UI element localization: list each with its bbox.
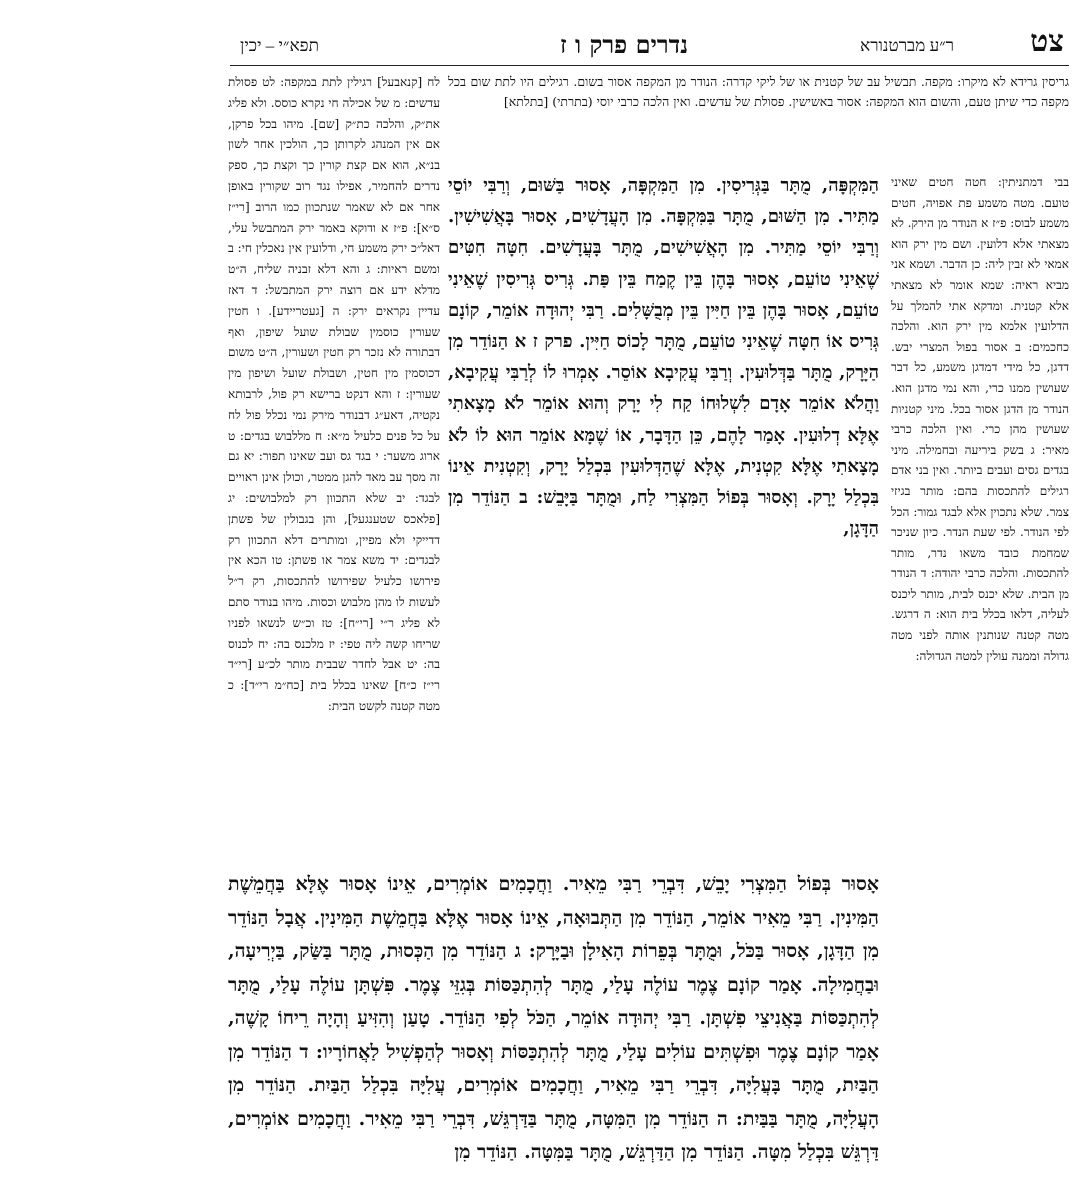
bartenura-top-text: גריסין גרידא לא מיקרו: מקפה. תבשיל עב של קטנית או של ליקי קדרה: הנודר מן המקפה אסור בשום. רגילים היו לתת שום בכל מקפה כדי שיתן טעם, והשום הוא המקפה: אסור באשישין. פסולת של עדשים. ואין הלכה כרבי יוסי (בתרתי) [בתלתא]: [448, 74, 1069, 109]
mishnah-text-bottom: אָסוּר בְּפוֹל הַמִּצְרִי יָבֵשׁ, דִּבְרֵי רַבִּי מֵאִיר. וַחֲכָמִים אוֹמְרִים, אֵינוֹ אָסוּר אֶלָּא בַּחֲמֵשֶׁת הַמִּינִין. רַבִּי מֵאִיר אוֹמֵר, הַנּוֹדֵר מִן הַתְּבוּאָה, אֵינוֹ אָסוּר אֶלָּא בַּחֲמֵשֶׁת הַמִּינִין. אֲבָל הַנּוֹדֵר מִן הַדָּגָן, אָסוּר בַּכֹּל, וּמֻתָּר בְּפֵרוֹת הָאִילָן וּבַיָּרָק: ג הַנּוֹדֵר מִן הַכְּסוּת, מֻתָּר בַּשַּׂק, בַּיְרִיעָה, וּבַחֲמִילָה. אָמַר קוֹנָם צֶמֶר עוֹלֶה עָלַי, מֻתָּר לְהִתְכַּסּוֹת בְּגִזֵּי צֶמֶר. פִּשְׁתָּן עוֹלֶה עָלַי, מֻתָּר לְהִתְכַּסּוֹת בַּאֲנִיצֵי פִשְׁתָּן. רַבִּי יְהוּדָה אוֹמֵר, הַכֹּל לְפִי הַנּוֹדֵר. טָעַן וְהִזִּיעַ וְהָיָה רֵיחוֹ קָשֶׁה, אָמַר קוֹנָם צֶמֶר וּפִשְׁתִּים עוֹלִים עָלַי, מֻתָּר לְהִתְכַּסּוֹת וְאָסוּר לְהַפְשִׁיל לַאֲחוֹרָיו: ד הַנּוֹדֵר מִן הַבַּיִת, מֻתָּר בָּעֲלִיָּה, דִּבְרֵי רַבִּי מֵאִיר, וַחֲכָמִים אוֹמְרִים, עֲלִיָּה בִּכְלַל הַבַּיִת. הַנּוֹדֵר מִן הָעֲלִיָּה, מֻתָּר בַּבַּיִת: ה הַנּוֹדֵר מִן הַמִּטָּה, מֻתָּר בַּדַּרְגֵּשׁ, דִּבְרֵי רַבִּי מֵאִיר. וַחֲכָמִים אוֹמְרִים, דַּרְגֵּשׁ בִּכְלַל מִטָּה. הַנּוֹדֵר מִן הַדַּרְגֵּשׁ, מֻתָּר בַּמִּטָּה. הַנּוֹדֵר מִן: [228, 873, 879, 1163]
header-rule: [230, 65, 1069, 66]
mishnah-text-top: הַמִּקְפָּה, מֻתָּר בַּגְּרִיסִין. מִן הַמִּקְפָּה, אָסוּר בַּשּׁוּם, וְרַבִּי יוֹסֵי מַתִּיר. מִן הַשּׁוּם, מֻתָּר בַּמִּקְפָּה. מִן הָעֲדָשִׁים, אָסוּר בָּאֲשִׁישִׁין. וְרַבִּי יוֹסֵי מַתִּיר. מִן הָאֲשִׁישִׁים, מֻתָּר בָּעֲדָשִׁים. חִטָּה חִטִּים שֶׁאֵינִי טוֹעֵם, אָסוּר בָּהֶן בֵּין קֶמַח בֵּין פַּת. גְּרִיס גְּרִיסִין שֶׁאֵינִי טוֹעֵם, אָסוּר בָּהֶן בֵּין חַיִּין בֵּין מְבֻשָּׁלִים. רַבִּי יְהוּדָה אוֹמֵר, קוֹנָם גְּרִיס אוֹ חִטָּה שֶׁאֵינִי טוֹעֵם, מֻתָּר לָכוֹס חַיִּין. פרק ז א הַנּוֹדֵר מִן הַיָּרָק, מֻתָּר בַּדְּלוּעִין. וְרַבִּי עֲקִיבָא אוֹסֵר. אָמְרוּ לוֹ לְרַבִּי עֲקִיבָא, וַהֲלֹא אוֹמֵר אָדָם לִשְׁלוּחוֹ קַח לִי יָרָק וְהוּא אוֹמֵר לֹא מָצָאתִי אֶלָּא דְלוּעִין. אָמַר לָהֶם, כֵּן הַדָּבָר, אוֹ שֶׁמָּא אוֹמֵר הוּא לוֹ לֹא מָצָאתִי אֶלָּא קִטְנִית, אֶלָּא שֶׁהַדְּלוּעִין בִּכְלַל יָרָק, וְקִטְנִית אֵינוֹ בִּכְלַל יָרָק. וְאָסוּר בְּפוֹל הַמִּצְרִי לַח, וּמֻתָּר בַּיָּבֵשׁ: ב הַנּוֹדֵר מִן הַדָּגָן,: [448, 175, 879, 540]
tiferet-yisrael-commentary: לח [קנאבעל] רגילין לתת במקפה: לט פסולת עדשים: מ של אכילה חי נקרא כוסס. ולא פליג את״ק, והלכה כת״ק [שם]. מיהו בכל פרקן, אם אין המנהג לקרותן כך, הולכין אחר לשון בנ״א, הוא אם קצת קורין כך וקצת כך, ספק נדרים להחמיר, אפילו נגד רוב שקורין באופן אחר אם לא שאמר שנתכוון כמו הרוב [רי״ז ס״א]: פ״ז א ודוקא באמר ירק המתבשל עלי, דאל״כ ירק משמע חי, ודלועין אין נאכלין חי: ב ומשם ראיות: ג והא דלא זבניה שליח, ה״ט מדלא ידע אם רוצה ירק המתבשל: ד דאז עדיין נקראים ירק: ה [געטריידע]. ו חטין שעורין כוסמין שבולת שועל שיפון, ואף דבתורה לא נזכר רק חטין ושעורין, ה״ט משום דכוסמין מין חטין, ושבולת שועל ושיפון מין שעורין: ז והא דנקט ברישא רק פול, לרבותא נקטיה, דאע״ג דבנודר מירק נמי נכלל פול לח על כל פנים כלעיל מ״א: ח מללבוש בגדים: ט ארוג משער: י בגד גס ועב שאינו תפור: יא גם זה מסך עב מאד להגן ממטר, וכולן אינן ראויים לבגד: יב שלא התכוון רק למלבושים: יג [פלאכס שטענגעל], והן בגבולין של פשתן דדייקי ולא מפיין, ומותרים דלא התכוון רק לבגדים: יד משא צמר או פשתן: טו הכא אין פירושו כלעיל שפירושו להתכסות, רק ר״ל לעשות לו מהן מלבוש וכסות. מיהו בנודר סתם לא פליג ר״י [רי״ח]: טז וכ״ש לנשאו לפניו שריחו קשה ליה טפי: יז מלכנס בה: יח לכנוס בה: יט אבל לחדר שבבית מותר לכ״ע [רי״ד רי״ז כ״ח] שאינו בכלל בית [כח״מ רי״ד]: כ מטה קטנה לקשט הבית:: [228, 75, 440, 713]
commentary-years: תפא״י – יכין: [240, 36, 319, 55]
commentary-title: ר״ע מברטנורא: [860, 36, 954, 55]
folio-number: צט: [1030, 24, 1064, 59]
bartenura-commentary: בבי דמתניתין: חטה חטים שאיני טועם. מטה משמע פת אפויה, חטים משמע לבוס: פ״ז א הנודר מן הירק. לא מצאתי אלא דלועין. ושם מין ירק הוא אמאי לא זבין ליה: כן הדבר. ושמא אני מביא ראיה: שמא אומר לא מצאתי אלא קטנית. ומדקא אתי להמלך על הדלועין אלמא מין ירק הוא. והלכה כחכמים: ב אסור בפול המצרי יבש. דדגן, כל מידי דמדגן משמע, כל דבר שעושין ממנו כרי, והא נמי מדגן הוא. הנודר מן הדגן אסור בכל. מיני קטניות שעושין מהן כרי. ואין הלכה כרבי מאיר: ג בשק ביריעה ובחמילה. מיני בגדים גסים ועבים ביותר. ואין בני אדם רגילים להתכסות בהם: מותר בגיזי צמר. שלא נתכוין אלא לבגד גמור: הכל לפי הנודר. לפי שעת הנדר. כיון שניכר שמחמת כובד משאו נדר, מותר להתכסות. והלכה כרבי יהודה: ד הנודר מן הבית. שלא יכנס לבית, מותר ליכנס לעליה, דלאו בכלל בית הוא: ה דרגש. מטה קטנה שנותנין אותה לפני מטה גדולה וממנה עולין למטה הגדולה:: [891, 175, 1069, 663]
running-header: [230, 24, 1064, 64]
tractate-chapter-title: נדרים פרק ו ז: [560, 30, 688, 59]
